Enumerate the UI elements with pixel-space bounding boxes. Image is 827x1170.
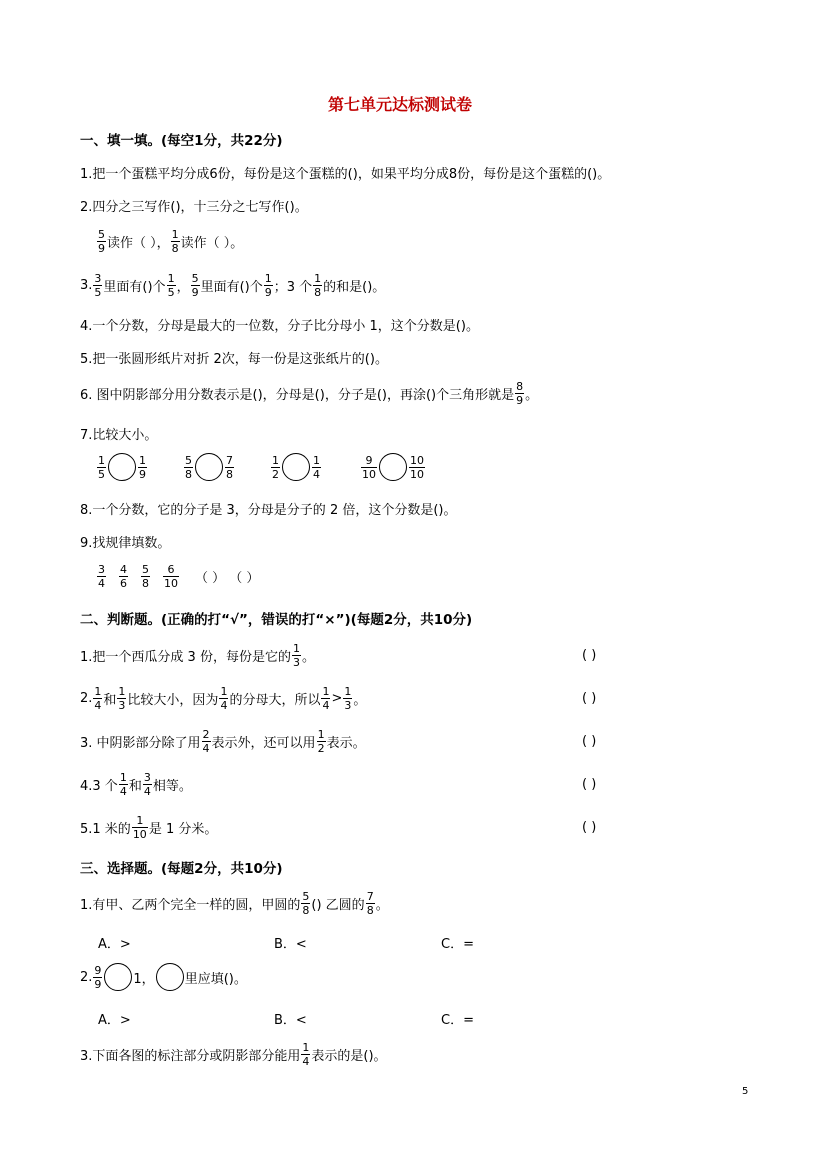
fraction: 1 5 xyxy=(98,453,105,481)
text: 相等。 xyxy=(152,778,192,794)
section-2-heading: 二、判断题。(正确的打“√”，错误的打“×”)(每题2分，共10分) xyxy=(80,612,473,628)
text: 是 1 分米。 xyxy=(148,821,218,837)
fraction: 8 9 xyxy=(516,379,524,407)
answer-parentheses[interactable]: ( ) xyxy=(582,734,597,749)
text: 里应填()。 xyxy=(184,971,247,987)
fraction: 1 4 xyxy=(322,684,330,712)
compare-pair-1 xyxy=(96,454,148,480)
fraction: 1 4 xyxy=(220,684,228,712)
fraction: 3 4 xyxy=(98,562,105,590)
compare-circle[interactable] xyxy=(195,453,223,481)
s1-q2-read xyxy=(96,228,243,254)
text: 4.3 个 xyxy=(80,778,118,794)
text: 表示。 xyxy=(326,735,366,751)
text: 1.有甲、乙两个完全一样的圆，甲圆的 xyxy=(80,897,301,913)
fraction: 9 10 xyxy=(362,453,376,481)
s1-q4: 4.一个分数，分母是最大的一位数，分子比分母小 1，这个分数是()。 xyxy=(80,319,479,334)
text: 读作（ ）， xyxy=(107,235,170,251)
fraction: 4 6 xyxy=(120,562,127,590)
text: () 乙圆的 xyxy=(311,897,365,913)
answer-parentheses[interactable]: ( ) xyxy=(582,648,597,663)
s2-q2 xyxy=(80,685,366,711)
s2-q3 xyxy=(80,728,366,754)
section-1-heading: 一、填一填。(每空1分，共22分) xyxy=(80,133,283,149)
fraction: 1 4 xyxy=(94,684,102,712)
text: 。 xyxy=(353,692,367,708)
answer-parentheses[interactable]: ( ) xyxy=(582,820,597,835)
text: 的和是()。 xyxy=(323,279,386,295)
text: 里面有()个 xyxy=(103,279,166,295)
text: 1.把一个西瓜分成 3 份，每份是它的 xyxy=(80,649,291,665)
text: 里面有()个 xyxy=(200,279,263,295)
s1-q7: 7.比较大小。 xyxy=(80,428,158,443)
option-a[interactable]: A．> xyxy=(98,1013,131,1028)
text: 。 xyxy=(525,387,539,403)
fraction: 1 8 xyxy=(314,271,322,299)
s3-q1 xyxy=(80,890,389,916)
section-3-heading: 三、选择题。(每题2分，共10分) xyxy=(80,861,283,877)
s1-q3 xyxy=(80,272,385,298)
compare-pair-3 xyxy=(270,454,322,480)
fraction: 1 9 xyxy=(139,453,146,481)
fraction: 1 9 xyxy=(264,271,272,299)
fraction: 9 9 xyxy=(94,963,102,991)
text: 的分母大，所以 xyxy=(229,692,321,708)
s2-q1 xyxy=(80,642,315,668)
fraction: 5 9 xyxy=(191,271,199,299)
fraction: 1 4 xyxy=(313,453,320,481)
text: 5.1 米的 xyxy=(80,821,131,837)
s1-q9: 9.找规律填数。 xyxy=(80,536,171,551)
compare-pair-2 xyxy=(183,454,235,480)
fraction: 10 10 xyxy=(410,453,424,481)
page-title: 第七单元达标测试卷 xyxy=(328,95,473,114)
text: 表示外，还可以用 xyxy=(211,735,316,751)
text: ， xyxy=(176,279,190,295)
text: > xyxy=(331,690,343,706)
text: 1， xyxy=(133,971,155,987)
option-c[interactable]: C．= xyxy=(441,937,474,952)
text: 2. xyxy=(80,690,93,706)
fraction: 6 10 xyxy=(164,562,178,590)
option-b[interactable]: B．< xyxy=(274,937,307,952)
text: 6. 图中阴影部分用分数表示是()，分母是()，分子是()，再涂()个三角形就是 xyxy=(80,387,515,403)
text: 读作（ ）。 xyxy=(180,235,244,251)
fraction: 1 4 xyxy=(119,770,127,798)
fraction: 1 2 xyxy=(272,453,279,481)
fraction: 1 3 xyxy=(344,684,352,712)
text: 和 xyxy=(128,778,142,794)
text: 3. 中阴影部分除了用 xyxy=(80,735,201,751)
text: 表示的是()。 xyxy=(311,1048,387,1064)
text: 和 xyxy=(103,692,117,708)
answer-parentheses[interactable]: ( ) xyxy=(582,691,597,706)
fraction: 1 5 xyxy=(167,271,175,299)
fraction: 1 2 xyxy=(317,727,325,755)
s1-q6 xyxy=(80,380,538,406)
compare-pair-4 xyxy=(360,454,426,480)
s2-q4 xyxy=(80,771,192,797)
fraction: 1 8 xyxy=(171,227,179,255)
blank-parentheses[interactable]: （ ） （ ） xyxy=(195,570,260,586)
option-b[interactable]: B．< xyxy=(274,1013,307,1028)
s1-q2: 2.四分之三写作()，十三分之七写作()。 xyxy=(80,200,308,215)
option-c[interactable]: C．= xyxy=(441,1013,474,1028)
text: 2. xyxy=(80,969,93,985)
fraction: 5 8 xyxy=(185,453,192,481)
fraction: 1 10 xyxy=(132,813,147,841)
s3-q2 xyxy=(80,964,247,990)
compare-circle[interactable] xyxy=(156,963,184,991)
compare-circle[interactable] xyxy=(282,453,310,481)
fraction: 2 4 xyxy=(202,727,210,755)
fraction: 5 8 xyxy=(302,889,310,917)
compare-circle[interactable] xyxy=(379,453,407,481)
s2-q5 xyxy=(80,814,217,840)
fraction: 3 5 xyxy=(94,271,102,299)
text: 比较大小，因为 xyxy=(127,692,219,708)
text: 3. xyxy=(80,277,93,293)
text: 。 xyxy=(375,897,389,913)
fraction: 5 8 xyxy=(142,562,149,590)
page-number: 5 xyxy=(742,1086,749,1097)
fraction: 7 8 xyxy=(366,889,374,917)
compare-circle[interactable] xyxy=(104,963,132,991)
s1-q5: 5.把一张圆形纸片对折 2次，每一份是这张纸片的()。 xyxy=(80,352,388,367)
text: 。 xyxy=(301,649,315,665)
text: ；3 个 xyxy=(273,279,313,295)
fraction: 1 3 xyxy=(118,684,126,712)
fraction: 1 4 xyxy=(302,1040,310,1068)
fraction: 5 9 xyxy=(98,227,105,255)
fraction: 7 8 xyxy=(226,453,233,481)
answer-parentheses[interactable]: ( ) xyxy=(582,777,597,792)
text: 3.下面各图的标注部分或阴影部分能用 xyxy=(80,1048,301,1064)
s1-q8: 8.一个分数，它的分子是 3，分母是分子的 2 倍，这个分数是()。 xyxy=(80,503,457,518)
option-a[interactable]: A．> xyxy=(98,937,131,952)
compare-circle[interactable] xyxy=(108,453,136,481)
fraction: 3 4 xyxy=(143,770,151,798)
fraction: 1 3 xyxy=(292,641,300,669)
s1-q9-sequence xyxy=(96,563,259,589)
s1-q1: 1.把一个蛋糕平均分成6份，每份是这个蛋糕的()，如果平均分成8份，每份是这个蛋糕的()。 xyxy=(80,167,611,182)
s3-q3 xyxy=(80,1041,387,1067)
